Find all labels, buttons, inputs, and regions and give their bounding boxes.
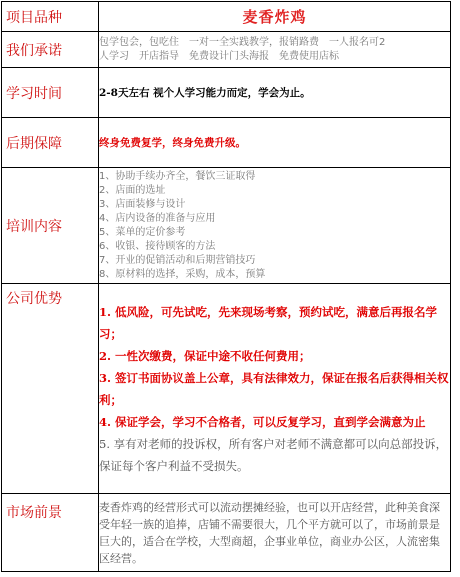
advantages-list [99,284,451,494]
training-list [99,168,451,284]
training-item: 3、店面装修与设计 [99,198,186,210]
label-promise: 我们承诺 [2,32,99,68]
label-market: 市场前景 [2,494,99,572]
row-title [2,2,451,32]
training-item: 4、店内设备的准备与应用 [99,212,216,224]
label-project: 项目品种 [2,2,99,32]
row-duration [2,68,451,118]
row-training [2,168,451,284]
row-promise [2,32,451,68]
label-guarantee: 后期保障 [2,118,99,168]
advantage-item: 2. 一性次缴费，保证中途不收任何费用； [99,348,311,363]
info-table [1,1,451,572]
row-market [2,494,451,572]
row-advantages [2,284,451,494]
training-item: 1、协助手续办齐全，餐饮三证取得 [99,170,256,182]
guarantee-text: 终身免费复学，终身免费升级。 [99,118,451,168]
advantage-item: 1. 低风险，可先试吃，先来现场考察，预约试吃，满意后再报名学习； [99,304,438,341]
promise-text [99,32,451,68]
advantage-item: 4. 保证学会，学习不合格者，可以反复学习，直到学会满意为止 [99,414,426,429]
row-guarantee [2,118,451,168]
label-advantages: 公司优势 [2,284,99,494]
training-item: 6、收银、接待顾客的方法 [99,240,216,252]
promise-line-1: 包学包会，包吃住 一对一全实践教学，报销路费 一人报名可2 [99,36,386,48]
market-text: 麦香炸鸡的经营形式可以流动摆摊经验，也可以开店经营，此种美食深受年轻一族的追捧，店铺不需要很大，几个平方就可以了，市场前景是巨大的，适合在学校，大型商超，企事业单位，商业办公区，人流密集区经营。 [99,494,451,572]
training-item: 7、开业的促销活动和后期营销技巧 [99,254,256,266]
training-item: 2、店面的选址 [99,184,166,196]
training-item: 8、原材料的选择，采购，成本，预算 [99,268,266,280]
advantage-item: 3. 签订书面协议盖上公章，具有法律效力，保证在报名后获得相关权利； [99,370,449,407]
promise-line-2: 人学习 开店指导 免费设计门头海报 免费使用店标 [99,50,339,62]
training-item: 5、菜单的定价参考 [99,226,186,238]
duration-text: 2-8天左右 视个人学习能力而定，学会为止。 [99,68,451,118]
advantage-item: 5. 享有对老师的投诉权，所有客户对老师不满意都可以向总部投诉，保证每个客户利益不受损失。 [99,436,448,473]
product-name: 麦香炸鸡 [99,2,451,32]
label-duration: 学习时间 [2,68,99,118]
label-training: 培训内容 [2,168,99,284]
